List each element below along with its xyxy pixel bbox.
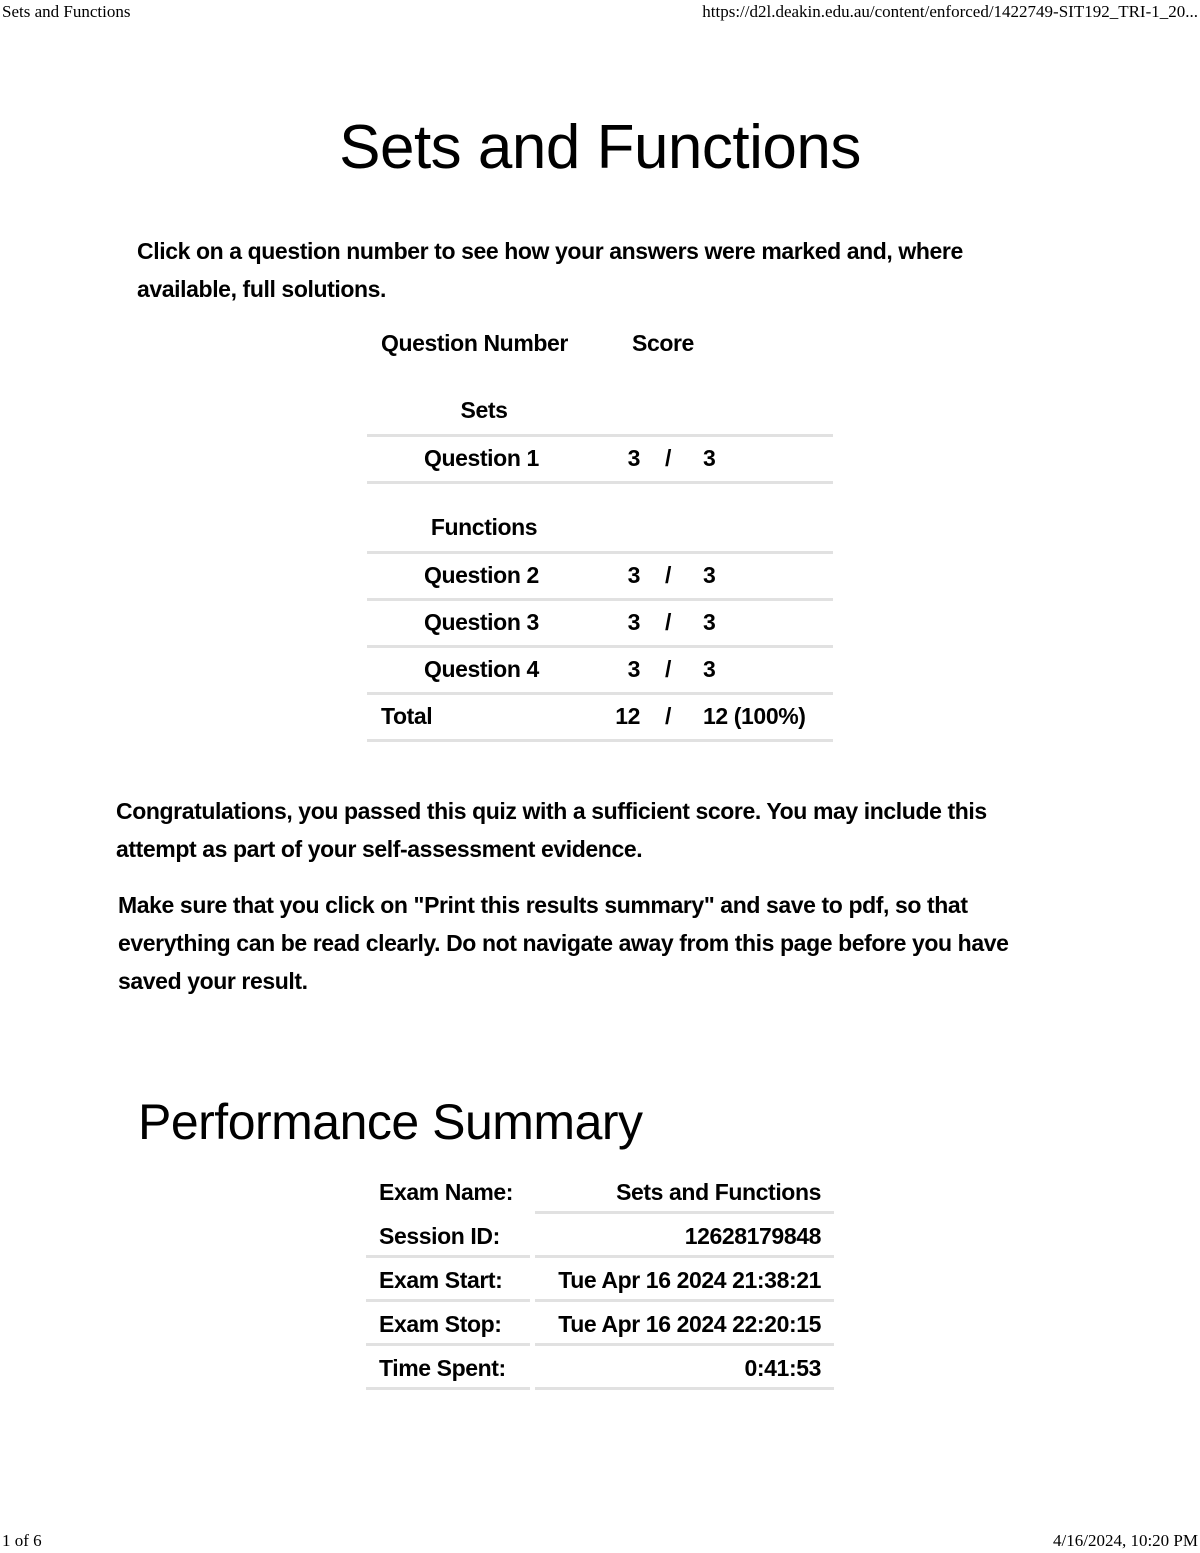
score-obtained: 3 bbox=[627, 562, 640, 588]
summary-label: Exam Name: bbox=[379, 1179, 514, 1205]
congratulations-message: Congratulations, you passed this quiz with a sufficient score. You may include this attempt as part of your self-assessment evidence. bbox=[116, 798, 987, 862]
performance-summary-table bbox=[366, 1170, 834, 1390]
print-header-url: https://d2l.deakin.edu.au/content/enforced/1422749-SIT192_TRI-1_20... bbox=[702, 2, 1198, 21]
summary-value: Sets and Functions bbox=[616, 1179, 821, 1205]
score-obtained: 3 bbox=[627, 609, 640, 635]
group-label-functions: Functions bbox=[430, 514, 538, 540]
print-footer-page: 1 of 6 bbox=[2, 1531, 42, 1550]
score-group-sets bbox=[367, 434, 833, 484]
table-row bbox=[366, 1346, 834, 1390]
score-group-functions bbox=[367, 551, 833, 742]
score-max: 3 bbox=[703, 445, 716, 471]
summary-value: Tue Apr 16 2024 22:20:15 bbox=[558, 1311, 821, 1337]
table-row bbox=[366, 1258, 834, 1302]
table-row[interactable] bbox=[367, 601, 833, 648]
total-score-obtained: 12 bbox=[615, 703, 640, 729]
group-label-sets: Sets bbox=[460, 397, 508, 423]
print-footer bbox=[0, 1529, 1200, 1553]
print-header bbox=[0, 0, 1200, 24]
print-footer-datetime: 4/16/2024, 10:20 PM bbox=[1053, 1531, 1198, 1550]
header-question-number: Question Number bbox=[381, 330, 568, 356]
score-obtained: 3 bbox=[627, 445, 640, 471]
summary-label: Exam Start: bbox=[379, 1267, 503, 1293]
table-row bbox=[366, 1302, 834, 1346]
summary-label: Exam Stop: bbox=[379, 1311, 502, 1337]
table-row bbox=[366, 1170, 834, 1214]
question-link[interactable]: Question 4 bbox=[424, 656, 539, 682]
score-table-header bbox=[367, 330, 833, 364]
score-separator: / bbox=[665, 562, 671, 588]
summary-label: Time Spent: bbox=[379, 1355, 506, 1381]
total-label: Total bbox=[381, 703, 433, 729]
total-row bbox=[367, 695, 833, 742]
score-obtained: 3 bbox=[627, 656, 640, 682]
question-link[interactable]: Question 3 bbox=[424, 609, 539, 635]
header-score: Score bbox=[632, 330, 694, 356]
intro-text: Click on a question number to see how your answers were marked and, where available, full solutions. bbox=[137, 238, 963, 302]
score-max: 3 bbox=[703, 656, 716, 682]
table-row[interactable] bbox=[367, 648, 833, 695]
score-max: 3 bbox=[703, 609, 716, 635]
question-link[interactable]: Question 2 bbox=[424, 562, 539, 588]
summary-value: 0:41:53 bbox=[744, 1355, 821, 1381]
table-row[interactable] bbox=[367, 434, 833, 484]
score-separator: / bbox=[665, 609, 671, 635]
performance-summary-title: Performance Summary bbox=[138, 1094, 643, 1150]
page-title: Sets and Functions bbox=[339, 113, 861, 182]
score-separator: / bbox=[665, 703, 671, 729]
summary-value: Tue Apr 16 2024 21:38:21 bbox=[558, 1267, 821, 1293]
print-header-title: Sets and Functions bbox=[2, 2, 131, 21]
summary-value: 12628179848 bbox=[684, 1223, 821, 1249]
question-link[interactable]: Question 1 bbox=[424, 445, 539, 471]
score-separator: / bbox=[665, 445, 671, 471]
table-row bbox=[366, 1214, 834, 1258]
total-score-max: 12 (100%) bbox=[703, 703, 806, 729]
summary-label: Session ID: bbox=[379, 1223, 500, 1249]
print-instruction-message: Make sure that you click on "Print this results summary" and save to pdf, so that everything can be read clearly. Do not navigate away from this page before you have saved your result. bbox=[118, 892, 1009, 994]
score-max: 3 bbox=[703, 562, 716, 588]
score-separator: / bbox=[665, 656, 671, 682]
table-row[interactable] bbox=[367, 551, 833, 601]
